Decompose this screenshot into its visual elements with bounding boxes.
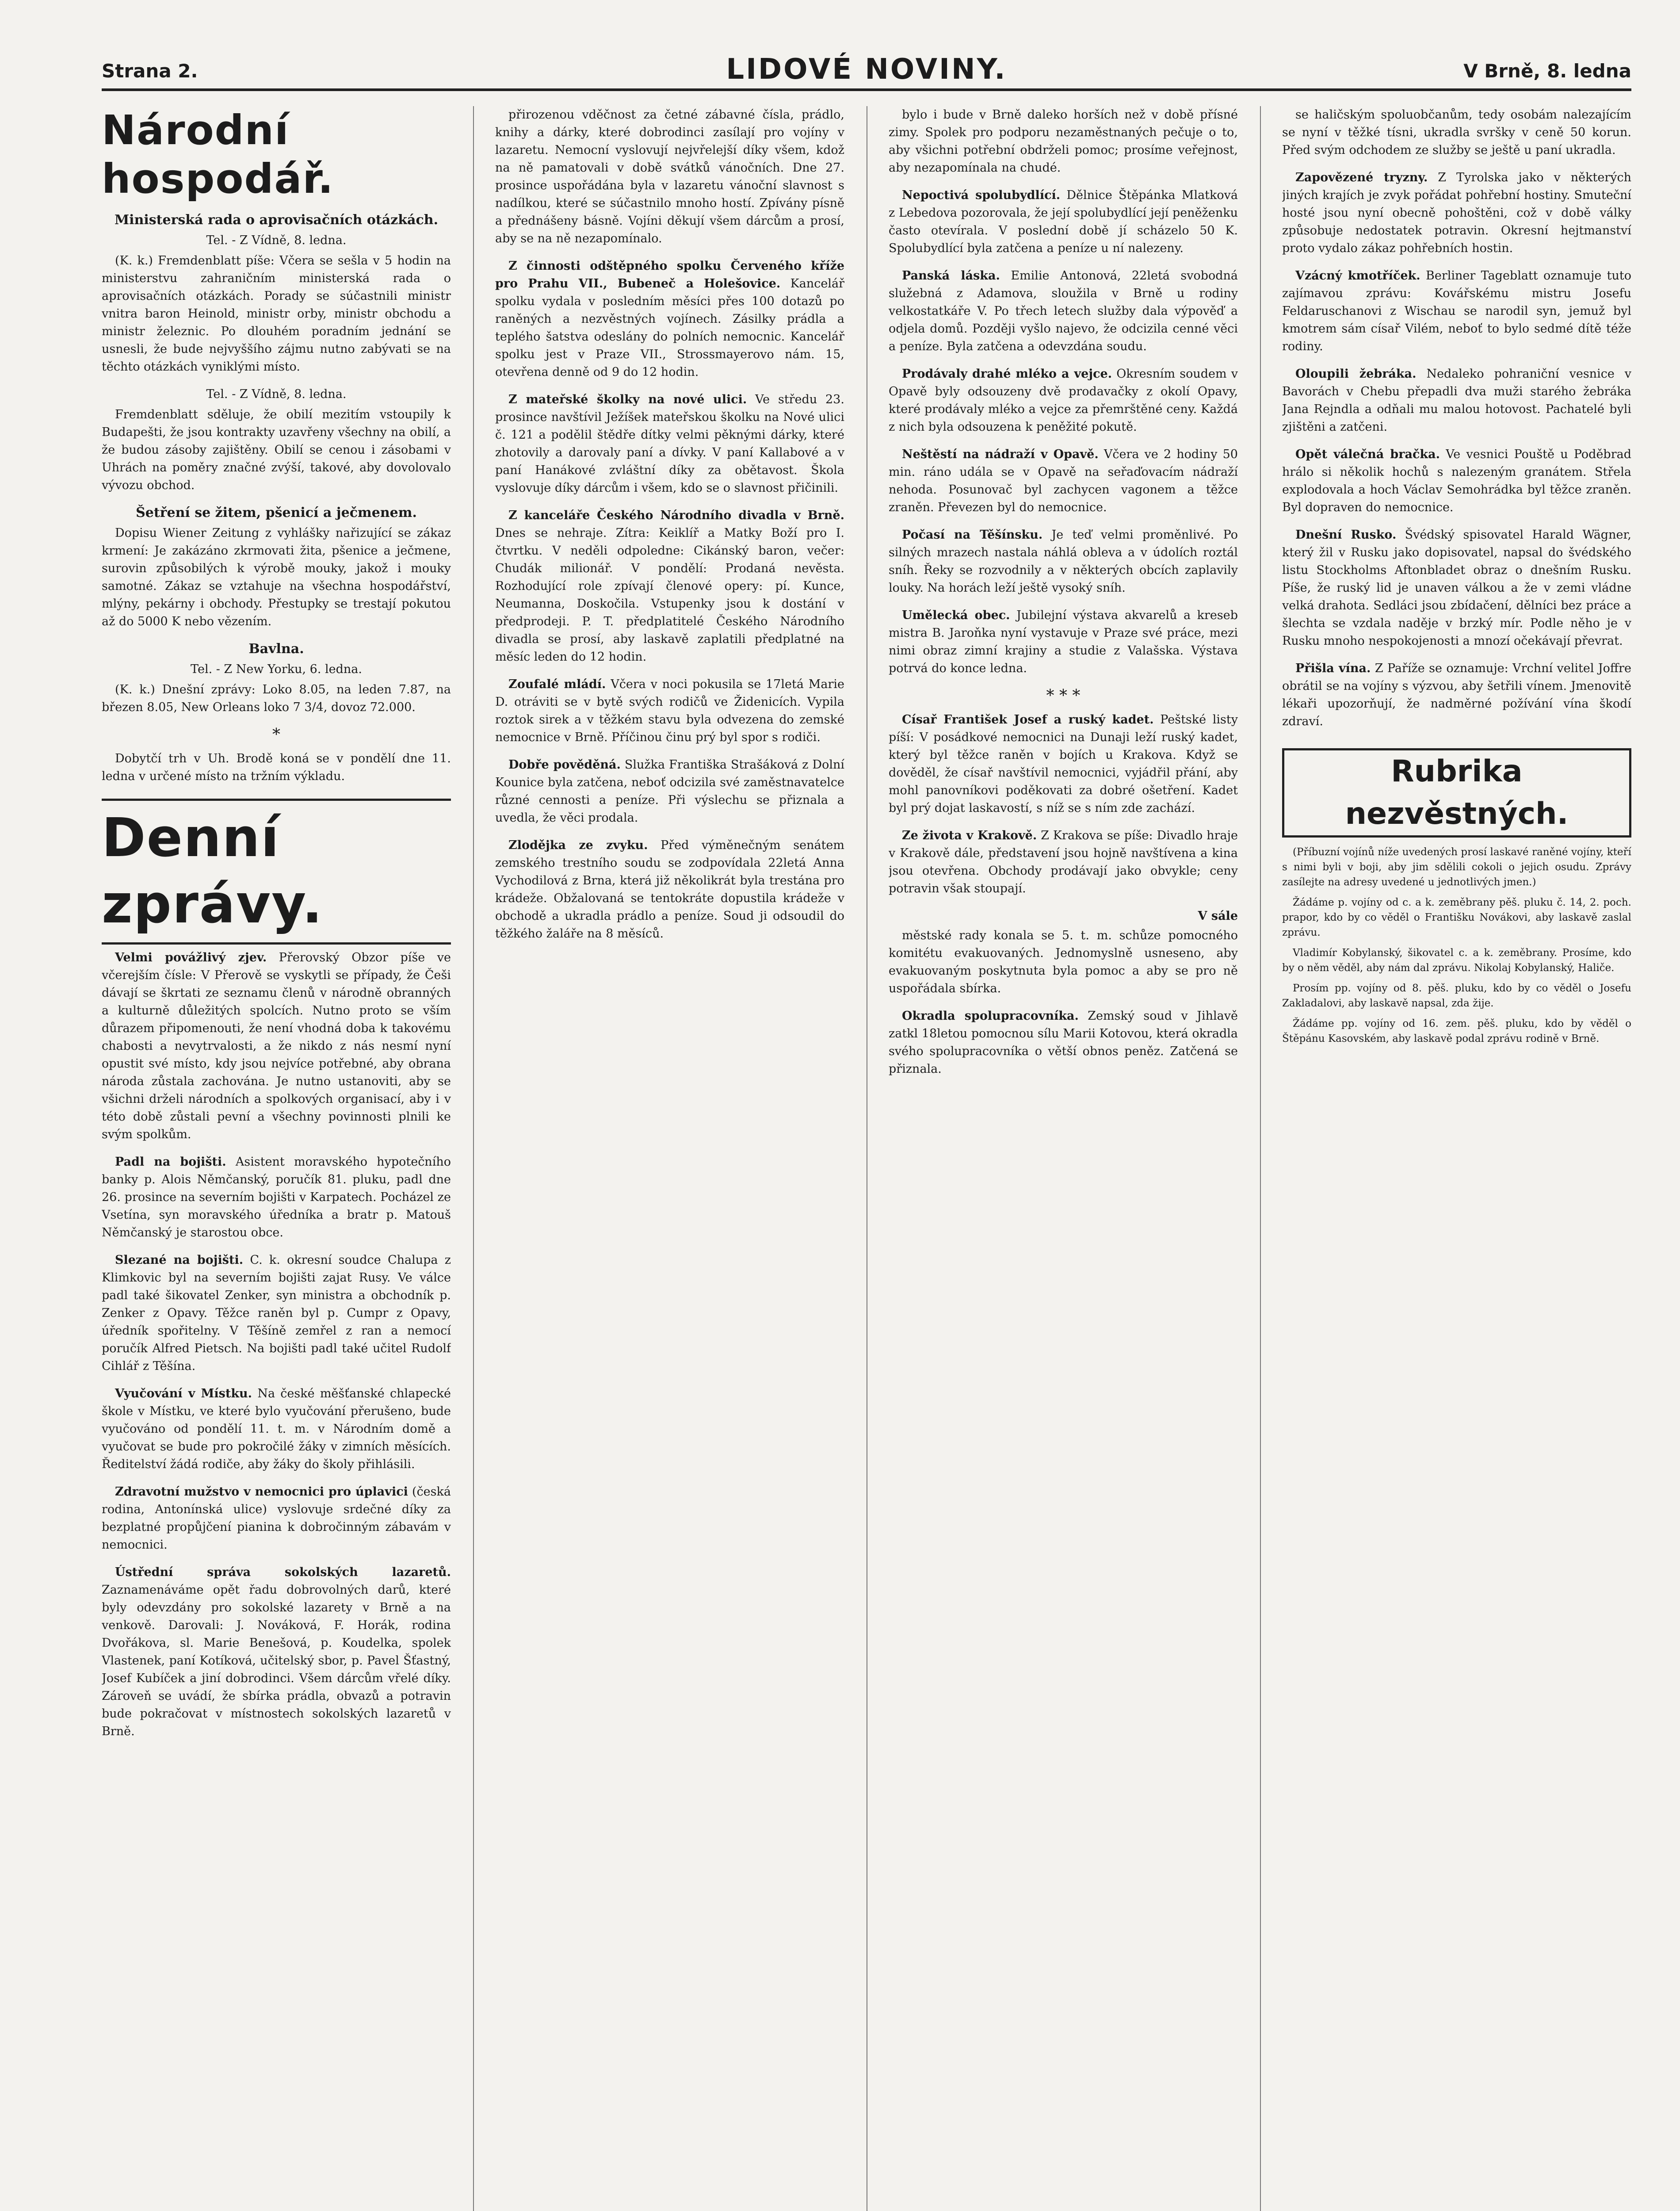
article-text	[495, 676, 844, 746]
article	[889, 106, 1238, 177]
article	[889, 1007, 1238, 1078]
article-lead: Zapovězené tryzny.	[1295, 171, 1428, 184]
article-text	[889, 526, 1238, 597]
article-text: (K. k.) Fremdenblatt píše: Včera se sešla v 5 hodin na ministerstvu zahraničním ministerská rada o aprovisačních otázkách. Porady se súčastnili ministr vnitra baron Heinold, ministr orby, ministr obchodu a ministr železnic. Po dlouhém poradním jednání se usnesli, že bude nejvyššího zájmu nutno zabývati se na těchto otázkách vyniklými místo.	[102, 254, 451, 374]
article-text	[102, 1483, 451, 1554]
dateline: Tel. - Z New Yorku, 6. ledna.	[191, 662, 362, 676]
missing-persons-heading: Rubrika nezvěstných.	[1282, 748, 1631, 838]
article-body: Asistent moravského hypotečního banky p. Alois Němčanský, poručík 81. pluku, padl dne 26. prosince na severním bojišti v Karpatech. Pocházel ze Vsetína, syn moravského úředníka a bratr p. Matouš Němčanský je starostou obce.	[102, 1155, 451, 1239]
column-3	[889, 106, 1238, 2211]
article	[102, 949, 451, 1144]
article-lead: Neštěstí na nádraží v Opavě.	[902, 448, 1099, 461]
article-text	[889, 365, 1238, 436]
article-text	[495, 106, 844, 248]
article-body: (česká rodina, Antonínská ulice) vyslovuje srdečné díky za bezplatné propůjčení pianina k dobročinným zábavám v nemocnici.	[102, 1485, 451, 1552]
article-body: Emilie Antonová, 22letá svobodná služebná z Adamova, sloužila v Brně u rodiny velkostatkáře V. Po třech letech služby dala výpověď a odjela domů. Později vyšlo najevo, že odcizila cenné věci a peníze. Byla zatčena a odevzdána soudu.	[889, 269, 1238, 353]
article	[102, 1483, 451, 1554]
article-lead: Vzácný kmotříček.	[1295, 269, 1420, 283]
article-lead: Z mateřské školky na nové ulici.	[508, 393, 747, 406]
article-text	[889, 1007, 1238, 1078]
section-title-national-economy: Národní hospodář.	[102, 107, 334, 203]
article	[1282, 365, 1631, 436]
article-body: Je teď velmi proměnlivé. Po silných mrazech nastala náhlá obleva a v údolích roztál sníh. Řeky se rozvodnily a v některých obcích zaplavily louky. Na horách leží ještě vysoký sníh.	[889, 528, 1238, 595]
article	[495, 837, 844, 943]
article	[102, 750, 451, 785]
article-lead: Zlodějka ze zvyku.	[508, 838, 648, 852]
article-text	[102, 1251, 451, 1375]
article-text	[889, 106, 1238, 177]
article	[1282, 660, 1631, 731]
article	[1282, 446, 1631, 516]
article-lead: Císař František Josef a ruský kadet.	[902, 713, 1154, 727]
section-title-daily-news: Denní zprávy.	[102, 799, 451, 945]
article	[889, 711, 1238, 817]
page-dateline: V Brně, 8. ledna	[1463, 60, 1631, 82]
separator-star: *	[272, 726, 280, 744]
page-header	[102, 49, 1631, 91]
article-lead: Padl na bojišti.	[115, 1155, 226, 1169]
article-text	[889, 446, 1238, 516]
article-body: Z Paříže se oznamuje: Vrchní velitel Joffre obrátil se na vojíny s výzvou, aby šetřili vínem. Jmenovitě lékaři upozorňují, že nadměrné požívání vína škodí zdraví.	[1282, 662, 1631, 728]
article-body: Včera ve 2 hodiny 50 min. ráno udála se v Opavě na seřaďovacím nádraží nehoda. Posunovač byl zachycen vagonem a těžce zraněn. Převezen byl do nemocnice.	[889, 448, 1238, 514]
subhead-grain: Šetření se žitem, pšenicí a ječmenem.	[136, 505, 417, 520]
article-text	[1282, 365, 1631, 436]
column-2	[495, 106, 844, 2211]
article-text	[1282, 106, 1631, 159]
subhead-ministerial-council: Ministerská rada o aprovisačních otázkách.	[114, 212, 439, 228]
article	[102, 524, 451, 631]
article-text: (K. k.) Dnešní zprávy: Loko 8.05, na leden 7.87, na březen 8.05, New Orleans loko 7 3/4, dovoz 72.000.	[102, 683, 451, 714]
article-lead: Zdravotní mužstvo v nemocnici pro úplavici	[115, 1485, 408, 1499]
article	[889, 446, 1238, 516]
article-body: Z Krakova se píše: Divadlo hraje v Krakově dále, představení jsou hojně navštívena a kina jsou otevřena. Obchody prodávají jako obvykle; ceny potravin však stoupají.	[889, 829, 1238, 895]
article-body: bylo i bude v Brně daleko horších než v době přísné zimy. Spolek pro podporu nezaměstnaných pečuje o to, aby všichni potřební obdrželi pomoc; prosíme veřejnost, aby nezapomínala na chudé.	[889, 108, 1238, 175]
column-4	[1282, 106, 1631, 2211]
article	[889, 607, 1238, 677]
article-lead: Zoufalé mládí.	[508, 677, 606, 691]
article	[102, 406, 451, 494]
article	[495, 507, 844, 666]
article-text	[889, 927, 1238, 998]
article-lead: Z činnosti odštěpného spolku Červeného kříže pro Prahu VII., Bubeneč a Holešovice.	[495, 259, 844, 291]
article-lead: Vyučování v Místku.	[115, 1387, 252, 1400]
article-text	[1282, 446, 1631, 516]
article-body: Z Tyrolska jako v některých jiných krajích je zvyk pořádat pohřební hostiny. Smuteční hosté jsou nyní obecně pohoštěni, což v době války způsobuje nedostatek potravin. Okresní hejtmanství proto vydalo zákaz pohřebních hostin.	[1282, 171, 1631, 255]
article	[102, 1251, 451, 1375]
article	[1282, 267, 1631, 356]
article	[495, 391, 844, 497]
article-text: Dopisu Wiener Zeitung z vyhlášky nařizující se zákaz krmení: Je zakázáno zkrmovati žita, pšenice a ječmene, surovin způsobilých k výrobě mouky, jakož i mouky samotné. Zákaz se vztahuje na všechna hospodářství, mlýny, pekárny i obchody. Přestupky se trestají pokutou až do 5000 K nebo vězením.	[102, 526, 451, 628]
article-text	[889, 607, 1238, 677]
article-text	[1282, 526, 1631, 650]
separator-stars: * * *	[1046, 687, 1081, 705]
article-text	[495, 756, 844, 827]
article-body: Dnes se nehraje. Zítra: Keiklíř a Matky Boží pro I. čtvrtku. V neděli odpoledne: Cikánský baron, večer: Chudák milionář. V pondělí: Prodaná nevěsta. Rozhodující role zpívají členové opery: pí. Kunce, Neumanna, Doskočila. Vstupenky jsou k dostání v předprodeji. P. T. předplatitelé Českého Národního divadla se prosí, aby laskavě zaplatili předplatné na měsíc leden do 12 hodin.	[495, 526, 844, 664]
article-lead: Ústřední správa sokolských lazaretů.	[115, 1565, 451, 1579]
missing-person-item: Vladimír Kobylanský, šikovatel c. a k. zeměbrany. Prosíme, kdo by o něm věděl, aby nám dal zprávu. Nikolaj Kobylanský, Haliče.	[1282, 947, 1631, 974]
article-body: Peštské listy píší: V posádkové nemocnici na Dunaji leží ruský kadet, který byl těžce raněn v bojích u Krakova. Když se dověděl, že císař navštívil nemocnici, vyjádřil přání, aby mohl panovníkovi poděkovati za dobré ošetření. Kadet byl prý dojat laskavostí, s níž se s ním zde zachází.	[889, 713, 1238, 815]
article	[889, 827, 1238, 898]
article-text	[495, 507, 844, 666]
article	[102, 1153, 451, 1242]
article-body: Kancelář spolku vydala v posledním měsíci přes 100 dotazů po raněných a nezvěstných vojínech. Zásilky prádla a teplého šatstva odeslány do polních nemocnic. Kancelář spolku jest v Praze VII., Strossmayerovo nám. 15, otevřena denně od 9 do 12 hodin.	[495, 277, 844, 379]
article-body: se haličským spoluobčanům, tedy osobám nalezajícím se nyní v těžké tísni, ukradla svršky v ceně 50 korun. Před svým odchodem ze služby se ještě u paní ukradla.	[1282, 108, 1631, 157]
article	[1282, 169, 1631, 257]
article-body: Zemský soud v Jihlavě zatkl 18letou pomocnou sílu Marii Kotovou, která okradla svého spolupracovníka o větší obnos peněz. Zatčená se přiznala.	[889, 1009, 1238, 1076]
article	[495, 676, 844, 746]
missing-person-item: Prosím pp. vojíny od 8. pěš. pluku, kdo by co věděl o Josefu Zakladalovi, aby laskavě napsal, zda žije.	[1282, 983, 1631, 1009]
article	[102, 252, 451, 376]
article	[889, 187, 1238, 257]
article-text	[889, 827, 1238, 898]
article-lead: Oloupili žebráka.	[1295, 367, 1417, 381]
article-text	[889, 711, 1238, 817]
article-lead: Ze života v Krakově.	[902, 829, 1037, 842]
inline-heading: V sále	[1198, 909, 1238, 923]
article-body: Před výměnečným senátem zemského trestního soudu se zodpovídala 22letá Anna Vychodilová z Brna, která již několikrát byla trestána pro krádeže. Obžalovaná se tentokráte dopustila krádeže v obchodě a ukradla prádlo a peníze. Soud ji odsoudil do těžkého žaláře na 8 měsíců.	[495, 838, 844, 941]
article-text	[102, 1385, 451, 1473]
page-number: Strana 2.	[102, 60, 198, 82]
article-body: Na české měšťanské chlapecké škole v Místku, ve které bylo vyučování přerušeno, bude vyučováno od pondělí 11. t. m. v Národním domě a vyučovat se bude pro pokročilé žáky v zimních měsících. Ředitelství žádá rodiče, aby žáky do školy přihlásili.	[102, 1387, 451, 1471]
article-lead: Přišla vína.	[1295, 662, 1371, 675]
article-lead: Opět válečná bračka.	[1295, 448, 1440, 461]
missing-person-item: Žádáme p. vojíny od c. a k. zeměbrany pěš. pluku č. 14, 2. poch. prapor, kdo by co věděl o Františku Novákovi, aby laskavě zaslal zprávu.	[1282, 897, 1631, 938]
dateline: Tel. - Z Vídně, 8. ledna.	[206, 233, 347, 247]
article	[102, 681, 451, 716]
article-body: Přerovský Obzor píše ve včerejším čísle: V Přerově se vyskytli se případy, že Češi dávají se škrtati ze seznamu členů v národně obranných a kulturně důležitých spolcích. Nutno proto se vším důrazem připomenouti, že není vhodná doba k takovému chabosti a nevytrvalosti, a že nikdo z nás nesmí nyní opustit své místo, kdy jsou nejvíce potřebné, aby obrana národa zůstala zachována. Je nutno ustanoviti, aby se všichni drželi národních a spolkových organisací, aby i v této době zůstali pevní a všechny povinnosti plnili ke svým spolkům.	[102, 951, 451, 1141]
article-text	[102, 1153, 451, 1242]
article	[889, 267, 1238, 356]
article-text	[1282, 267, 1631, 356]
article-text	[1282, 169, 1631, 257]
article-lead: Dnešní Rusko.	[1295, 528, 1397, 542]
newspaper-page	[102, 49, 1631, 2211]
article-text	[889, 267, 1238, 356]
article-body: Dělnice Štěpánka Mlatková z Lebedova pozorovala, že její spolubydlící její peněženku často otevírala. V poslední době jí scházelo 50 K. Spolubydlící byla zatčena a peníze u ní nalezeny.	[889, 188, 1238, 255]
article-body: Zaznamenáváme opět řadu dobrovolných darů, které byly odevzdány pro sokolské lazarety v Brně a na venkově. Darovali: J. Nováková, F. Horák, rodina Dvořákova, sl. Marie Benešová, p. Koudelka, spolek Vlastenek, paní Kotíková, učitelský sbor, p. Pavel Šťastný, Josef Kubíček a jiní dobrodinci. Všem dárcům vřelé díky. Zároveň se uvádí, že sbírka prádla, obvazů a potravin bude pokračovat v místnostech sokolských lazaretů v Brně.	[102, 1583, 451, 1738]
article-body: Jubilejní výstava akvarelů a kreseb mistra B. Jaroňka nyní vystavuje v Praze své práce, mezi nimi obraz zimní krajiny a studie z Valašska. Výstava potrvá do konce ledna.	[889, 608, 1238, 675]
article-lead: Počasí na Těšínsku.	[902, 528, 1043, 542]
article-text	[1282, 660, 1631, 731]
article-body: Švédský spisovatel Harald Wägner, který žil v Rusku jako dopisovatel, napsal do švédského listu Stockholms Aftonbladet obraz o dnešním Rusku. Píše, že ruský lid je unaven válkou a že v zemi vládne velká drahota. Sedláci jsou zbídačení, dělníci bez práce a šlechta se vzdala naděje v brzký mír. Podle něho je v Rusku mnoho nespokojenosti a mnozí očekávají převrat.	[1282, 528, 1631, 648]
article-lead: Umělecká obec.	[902, 608, 1010, 622]
article-body: Nedaleko pohraniční vesnice v Bavorách v Chebu přepadli dva muži starého žebráka Jana Rejndla a odňali mu malou hotovost. Pachatelé byli zjištěni a zatčeni.	[1282, 367, 1631, 434]
dateline: Tel. - Z Vídně, 8. ledna.	[206, 387, 347, 401]
article-body: městské rady konala se 5. t. m. schůze pomocného komitétu evakuovaných. Jednomyslně usneseno, aby evakuovaným poskytnuta byla pomoc a aby se pro ně uspořádala sbírka.	[889, 929, 1238, 995]
article-lead: Okradla spolupracovníka.	[902, 1009, 1079, 1023]
masthead: LIDOVÉ NOVINY.	[726, 53, 1007, 86]
missing-person-item: Žádáme pp. vojíny od 16. zem. pěš. pluku, kdo by věděl o Štěpánu Kasovském, aby laskavě podal zprávu rodině v Brně.	[1282, 1018, 1631, 1044]
article	[102, 1385, 451, 1473]
article-body: přirozenou vděčnost za četné zábavné čísla, prádlo, knihy a dárky, které dobrodinci zasílají pro vojíny v lazaretu. Nemocní vyslovují nejvřelejší díky všem, kdož na ně pamatovali v době svátků vánočních. Dne 27. prosince uspořádána byla v lazaretu vánoční slavnost s nadílkou, které se súčastnilo mnoho hostí. Zpívány písně a přednášeny básně. Vojíni děkují všem dárcům a prosí, aby se na ně nezapomínalo.	[495, 108, 844, 245]
article-lead: Velmi povážlivý zjev.	[115, 951, 267, 964]
article-text	[102, 1564, 451, 1740]
missing-persons-intro: (Příbuzní vojínů níže uvedených prosí laskavé raněné vojíny, kteří s nimi byli v boji, aby jim sdělili cokoli o jejich osudu. Zprávy zasílejte na adresy uvedené u jednotlivých jmen.)	[1282, 846, 1631, 888]
article-lead: Nepoctivá spolubydlící.	[902, 188, 1061, 202]
article-body: Ve vesnici Pouště u Poděbrad hrálo si několik hochů s nalezeným granátem. Střela explodovala a hoch Václav Semohrádka byl těžce zraněn. Byl dopraven do nemocnice.	[1282, 448, 1631, 514]
missing-persons-list	[1282, 845, 1631, 1046]
article-lead: Z kanceláře Českého Národního divadla v Brně.	[508, 509, 844, 522]
article-text	[102, 949, 451, 1144]
article-text	[495, 391, 844, 497]
article-body: Ve středu 23. prosince navštívil Ježíšek mateřskou školku na Nové ulici č. 121 a podělil štědře dítky velmi pěknými dárky, které zhotovily a darovaly paní a dívky. V paní Kallabové a v paní Hanákové zvláštní díky za obětavost. Škola vyslovuje díky dárcům i všem, kdo se o slavnost přičinili.	[495, 393, 844, 495]
article-body: Včera v noci pokusila se 17letá Marie D. otráviti se v bytě svých rodičů ve Židenicích. Vypila roztok sirek a v těžkém stavu byla odvezena do zemské nemocnice v Brně. Příčinou činu prý byl spor s rodiči.	[495, 677, 844, 744]
article	[495, 257, 844, 381]
article	[495, 106, 844, 248]
article-text	[889, 187, 1238, 257]
article	[889, 927, 1238, 998]
article-lead: Panská láska.	[902, 269, 1000, 283]
column-rule	[1260, 106, 1261, 2211]
article-lead: Slezané na bojišti.	[115, 1253, 244, 1267]
article	[495, 756, 844, 827]
article-text: Dobytčí trh v Uh. Brodě koná se v pondělí dne 11. ledna v určené místo na tržním výkladu.	[102, 752, 451, 783]
column-1	[102, 106, 451, 2211]
article	[102, 1564, 451, 1740]
article	[889, 365, 1238, 436]
article-lead: Dobře pověděná.	[508, 758, 621, 772]
article-body: Okresním soudem v Opavě byly odsouzeny dvě prodavačky z okolí Opavy, které prodávaly mléko a vejce za přemrštěné ceny. Každá z nich byla odsouzena k peněžité pokutě.	[889, 367, 1238, 434]
article-text: Fremdenblatt sděluje, že obilí mezitím vstoupily k Budapešti, že jsou kontrakty uzavřeny všechny na obilí, a že budou zásoby zajištěny. Obilí se cenou i zásobami v Uhrách na poměry značné zvýší, takové, aby dovolovalo vývozu obchod.	[102, 408, 451, 492]
article-body: C. k. okresní soudce Chalupa z Klimkovic byl na severním bojišti zajat Rusy. Ve válce padl také šikovatel Zenker, syn ministra a obchodník p. Zenker z Opavy. Těžce raněn byl p. Cumpr z Opavy, úředník spořitelny. V Těšíně zemřel z ran a nemocí poručík Alfred Pietsch. Na bojišti padl také učitel Rudolf Cihlář z Těšína.	[102, 1253, 451, 1373]
article	[1282, 526, 1631, 650]
article-body: Berliner Tageblatt oznamuje tuto zajímavou zprávu: Kovářskému mistru Josefu Feldaruschanovi z Wischau se narodil syn, jemuž byl kmotrem sám císař Vilém, neboť to bylo sedmé dítě téže rodiny.	[1282, 269, 1631, 353]
article-lead: Prodávaly drahé mléko a vejce.	[902, 367, 1112, 381]
column-rule	[473, 106, 474, 2211]
article	[1282, 106, 1631, 159]
article-body: Služka Františka Strašáková z Dolní Kounice byla zatčena, neboť odcizila své zaměstnavatelce různé cennosti a peníze. Při výslechu se přiznala a uvedla, že věci prodala.	[495, 758, 844, 825]
article	[889, 526, 1238, 597]
article-text	[495, 837, 844, 943]
subhead-cotton: Bavlna.	[248, 641, 304, 657]
article-text	[495, 257, 844, 381]
